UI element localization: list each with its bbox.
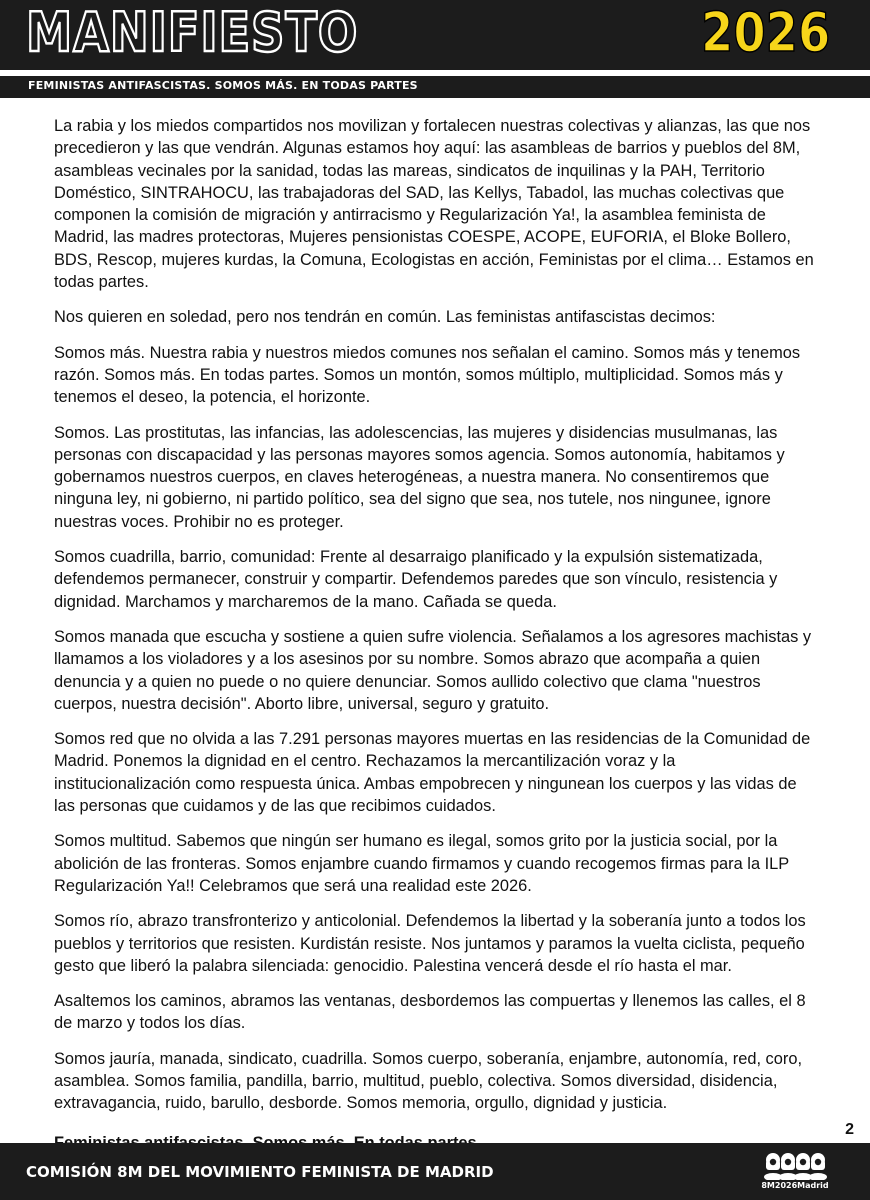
header-bar: [0, 0, 870, 70]
paragraph: Somos manada que escucha y sostiene a quien sufre violencia. Señalamos a los agresores machistas y llamamos a los violadores y a los asesinos por su nombre. Somos abrazo que acompaña a quien denuncia y a quien no puede o no quiere denunciar. Somos aullido colectivo que clama "nuestros cuerpos, nuestra decisión". Aborto libre, universal, seguro y gratuito.: [54, 627, 812, 713]
paragraph: Somos más. Nuestra rabia y nuestros miedos comunes nos señalan el camino. Somos más y tenemos razón. Somos más. En todas partes. Somos un montón, somos múltiplo, multiplicidad. Somos más y tenemos el deseo, la potencia, el horizonte.: [54, 343, 801, 407]
subtitle-bar: [0, 76, 870, 98]
document-year: 2026: [700, 1, 830, 64]
subtitle: FEMINISTAS ANTIFASCISTAS. SOMOS MÁS. EN TODAS PARTES: [28, 79, 418, 92]
document-title: MANIFIESTO: [26, 1, 359, 64]
organization-logo: [760, 1150, 830, 1196]
footer-bar: [0, 1143, 870, 1200]
manifesto-body: [54, 115, 814, 1167]
paragraph: Nos quieren en soledad, pero nos tendrán en común. Las feministas antifascistas decimos:: [54, 308, 716, 327]
paragraph: Somos multitud. Sabemos que ningún ser humano es ilegal, somos grito por la justicia social, por la abolición de las fronteras. Somos enjambre cuando firmamos y cuando recogemos firmas para la ILP Regularización Ya!! Celebramos que será una realidad este 2026.: [54, 832, 789, 895]
paragraph: La rabia y los miedos compartidos nos movilizan y fortalecen nuestras colectivas y alianzas, las que nos precedieron y las que vendrán. Algunas estamos hoy aquí: las asambleas de barrios y pueblos del 8M, asambleas vecinales por la sanidad, todas las mareas, sindicatos de inquilinas y la PAH, Territorio Doméstico, SINTRAHOCU, las trabajadoras del SAD, las Kellys, Tabadol, las muchas colectivas que componen la comisión de migración y antirracismo y Regularización Ya!, la asamblea feminista de Madrid, las madres protectoras, Mujeres pensionistas COESPE, ACOPE, EUFORIA, el Bloke Bollero, BDS, Rescop, mujeres kurdas, la Comuna, Ecologistas en acción, Feministas por el clima… Estamos en todas partes.: [54, 117, 814, 292]
women-silhouettes-icon: [760, 1150, 830, 1180]
paragraph: Asaltemos los caminos, abramos las ventanas, desbordemos las compuertas y llenemos las calles, el 8 de marzo y todos los días.: [54, 992, 806, 1033]
paragraph: Somos río, abrazo transfronterizo y anticolonial. Defendemos la libertad y la soberanía junto a todos los pueblos y territorios que resisten. Kurdistán resiste. Nos juntamos y paramos la vuelta ciclista, pequeño gesto que liberó la palabra silenciada: genocidio. Palestina vencerá desde el río hasta el mar.: [54, 912, 806, 975]
paragraph: Somos jauría, manada, sindicato, cuadrilla. Somos cuerpo, soberanía, enjambre, autonomía, red, coro, asamblea. Somos familia, pandilla, barrio, multitud, pueblo, colectiva. Somos diversidad, disidencia, extravagancia, ruido, barullo, desborde. Somos memoria, orgullo, dignidad y justicia.: [54, 1049, 802, 1113]
paragraph: Somos red que no olvida a las 7.291 personas mayores muertas en las residencias de la Comunidad de Madrid. Ponemos la dignidad en el centro. Rechazamos la mercantilización voraz y la institucionalización como respuesta única. Ambas empobrecen y ningunean los cuerpos y las vidas de las personas que cuidamos y de las que recibimos cuidados.: [54, 730, 811, 816]
logo-text: 8M2026Madrid: [761, 1181, 829, 1190]
footer-organization: COMISIÓN 8M DEL MOVIMIENTO FEMINISTA DE MADRID: [26, 1163, 494, 1181]
page-number: 2: [845, 1121, 854, 1138]
paragraph: Somos cuadrilla, barrio, comunidad: Frente al desarraigo planificado y la expulsión sistematizada, defendemos permanecer, construir y compartir. Defendemos paredes que son vínculo, resistencia y dignidad. Marchamos y marcharemos de la mano. Cañada se queda.: [54, 548, 778, 611]
paragraph: Somos. Las prostitutas, las infancias, las adolescencias, las mujeres y disidencias musulmanas, las personas con discapacidad y las personas mayores somos agencia. Somos autonomía, habitamos y gobernamos nuestros cuerpos, en claves heterogéneas, a nuestra manera. No consentiremos que ninguna ley, ni gobierno, ni partido político, sea del signo que sea, nos tutele, nos ningunee, ignore nuestras voces. Prohibir no es proteger.: [54, 423, 785, 531]
